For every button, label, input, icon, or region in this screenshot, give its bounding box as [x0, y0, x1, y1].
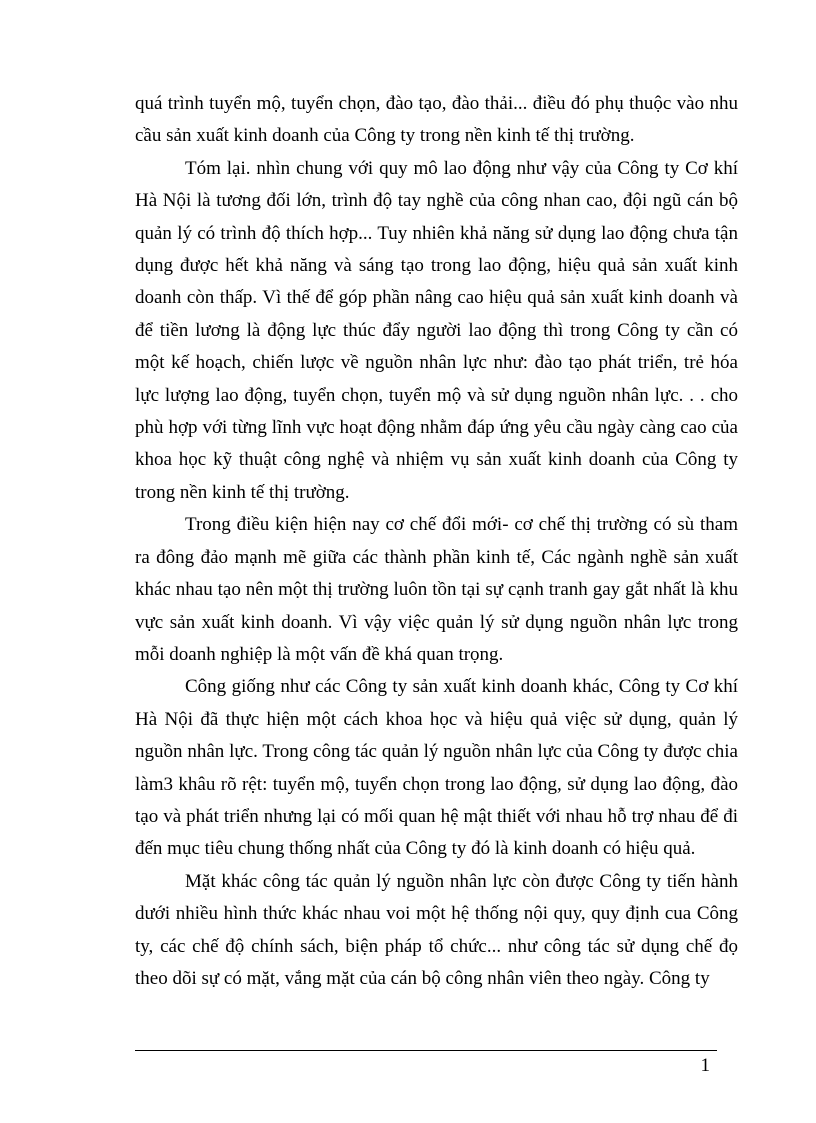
paragraph-continuation: quá trình tuyển mộ, tuyển chọn, đào tạo, đào thải... điều đó phụ thuộc vào nhu cầu sản xuất kinh doanh của Công ty trong nền kinh tế thị trường. [135, 93, 738, 147]
footer-rule [135, 1050, 717, 1051]
page-number: 1 [700, 1055, 710, 1076]
body-text [135, 88, 738, 995]
paragraph-other-forms: Mặt khác công tác quản lý nguồn nhân lực còn được Công ty tiến hành dưới nhiều hình thức khác nhau voi một hệ thống nội quy, quy định cua Công ty, các chế độ chính sách, biện pháp tổ chức... như công tác sử dụng chế đọ theo dõi sự có mặt, vắng mặt của cán bộ công nhân viên theo ngày. Công ty [135, 870, 738, 989]
paragraph-summary: Tóm lại. nhìn chung với quy mô lao động như vậy của Công ty Cơ khí Hà Nội là tương đối lớn, trình độ tay nghề của công nhan cao, đội ngũ cán bộ quản lý có trình độ thích hợp... Tuy nhiên khả năng sử dụng lao động chưa tận dụng được hết khả năng và sáng tạo trong lao động, hiệu quả sản xuất kinh doanh còn thấp. Vì thế để góp phần nâng cao hiệu quả sản xuất kinh doanh và để tiền lương là động lực thúc đẩy người lao động thì trong Công ty cần có một kế hoạch, chiến lược về nguồn nhân lực như: đào tạo phát triển, trẻ hóa lực lượng lao động, tuyển chọn, tuyển mộ và sử dụng nguồn nhân lực. . . cho phù hợp với từng lĩnh vực hoạt động nhằm đáp ứng yêu cầu ngày càng cao của khoa học kỹ thuật công nghệ và nhiệm vụ sản xuất kinh doanh của Công ty trong nền kinh tế thị trường. [135, 157, 738, 503]
paragraph-hr-management: Công giống như các Công ty sản xuất kinh doanh khác, Công ty Cơ khí Hà Nội đã thực hiện một cách khoa học và hiệu quả việc sử dụng, quản lý nguồn nhân lực. Trong công tác quản lý nguồn nhân lực của Công ty được chia làm3 khâu rõ rệt: tuyển mộ, tuyển chọn trong lao động, sử dụng lao động, đào tạo và phát triển nhưng lại có mối quan hệ mật thiết với nhau hỗ trợ nhau để đi đến mục tiêu chung thống nhất của Công ty đó là kinh doanh có hiệu quả. [135, 676, 738, 860]
paragraph-market-conditions: Trong điều kiện hiện nay cơ chế đổi mới- cơ chế thị trường có sù tham ra đông đảo mạnh mẽ giữa các thành phần kinh tế, Các ngành nghề sản xuất khác nhau tạo nên một thị trường luôn tồn tại sự cạnh tranh gay gắt nhất là khu vực sản xuất kinh doanh. Vì vậy việc quản lý sử dụng nguồn nhân lực trong mỗi doanh nghiệp là một vấn đề khá quan trọng. [135, 514, 738, 665]
